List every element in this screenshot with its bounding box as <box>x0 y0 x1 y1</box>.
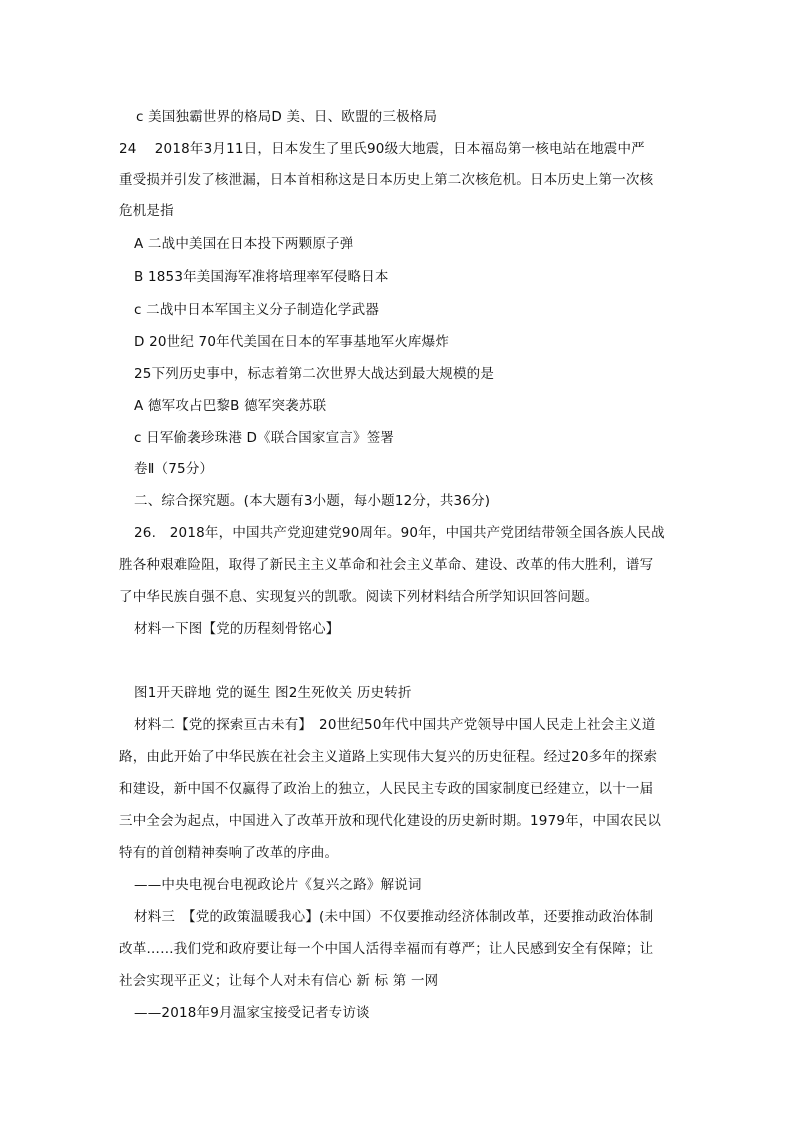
section-heading: 卷Ⅱ（75分） <box>134 461 214 477</box>
question-26-line-1: 26. 2018年，中国共产党迎建党90周年。90年，中国共产党团结带领全国各族人民战 <box>134 525 665 541</box>
material-3-line-2: 改革……我们党和政府要让每一个中国人活得幸福而有尊严；让人民感到安全有保障；让 <box>119 941 654 957</box>
material-2-line-5: 特有的首创精神奏响了改革的序曲。 <box>119 845 339 861</box>
question-24-line-3: 危机是指 <box>119 203 174 219</box>
question-24-line-2: 重受损并引发了核泄漏，日本首相称这是日本历史上第二次核危机。日本历史上第一次核 <box>119 172 654 188</box>
option-d: D 20世纪 70年代美国在日本的军事基地军火库爆炸 <box>134 334 450 350</box>
material-3-line-1: 材料三 【党的政策温暖我心】(未中国）不仅要推动经济体制改革，还要推动政治体制 <box>134 909 654 925</box>
material-2-line-3: 和建设，新中国不仅赢得了政治上的独立，人民民主专政的国家制度已经建立，以十一届 <box>119 781 654 797</box>
question-25: 25下列历史事中，标志着第二次世界大战达到最大规模的是 <box>134 366 495 382</box>
figure-caption: 图1开天辟地 党的诞生 图2生死攸关 历史转折 <box>134 685 412 701</box>
text-line: c 美国独霸世界的格局D 美、日、欧盟的三极格局 <box>136 109 438 125</box>
material-3-line-3: 社会实现平正义；让每个人对未有信心 新 标 第 一网 <box>119 973 439 989</box>
material-3-source: ——2018年9月温家宝接受记者专访谈 <box>134 1005 370 1021</box>
material-1-heading: 材料一下图【党的历程刻骨铭心】 <box>134 621 340 637</box>
option-ab: A 德军攻占巴黎B 德军突袭苏联 <box>134 398 327 414</box>
option-c: c 二战中日本军国主义分子制造化学武器 <box>134 302 380 318</box>
question-24-line-1: 24 2018年3月11日，日本发生了里氏90级大地震，日本福岛第一核电站在地震中严 <box>119 141 645 157</box>
material-2-line-1: 材料二【党的探索亘古未有】 20世纪50年代中国共产党领导中国人民走上社会主义道 <box>134 717 656 733</box>
option-cd: c 日军偷袭珍珠港 D《联合国家宣言》签署 <box>134 430 395 446</box>
material-2-line-4: 三中全会为起点，中国进入了改革开放和现代化建设的历史新时期。1979年，中国农民以 <box>119 813 662 829</box>
section-instruction: 二、综合探究题。(本大题有3小题，每小题12分，共36分) <box>134 493 491 509</box>
material-2-source: ——中央电视台电视政论片《复兴之路》解说词 <box>134 877 422 893</box>
question-26-line-3: 了中华民族自强不息、实现复兴的凯歌。阅读下列材料结合所学知识回答问题。 <box>119 589 599 605</box>
option-b: B 1853年美国海军准将培理率军侵略日本 <box>134 269 389 285</box>
option-a: A 二战中美国在日本投下两颗原子弹 <box>134 236 354 252</box>
question-26-line-2: 胜各种艰难险阻，取得了新民主主义革命和社会主义革命、建设、改革的伟大胜利，谱写 <box>119 557 654 573</box>
material-2-line-2: 路，由此开始了中华民族在社会主义道路上实现伟大复兴的历史征程。经过20多年的探索 <box>119 749 658 765</box>
